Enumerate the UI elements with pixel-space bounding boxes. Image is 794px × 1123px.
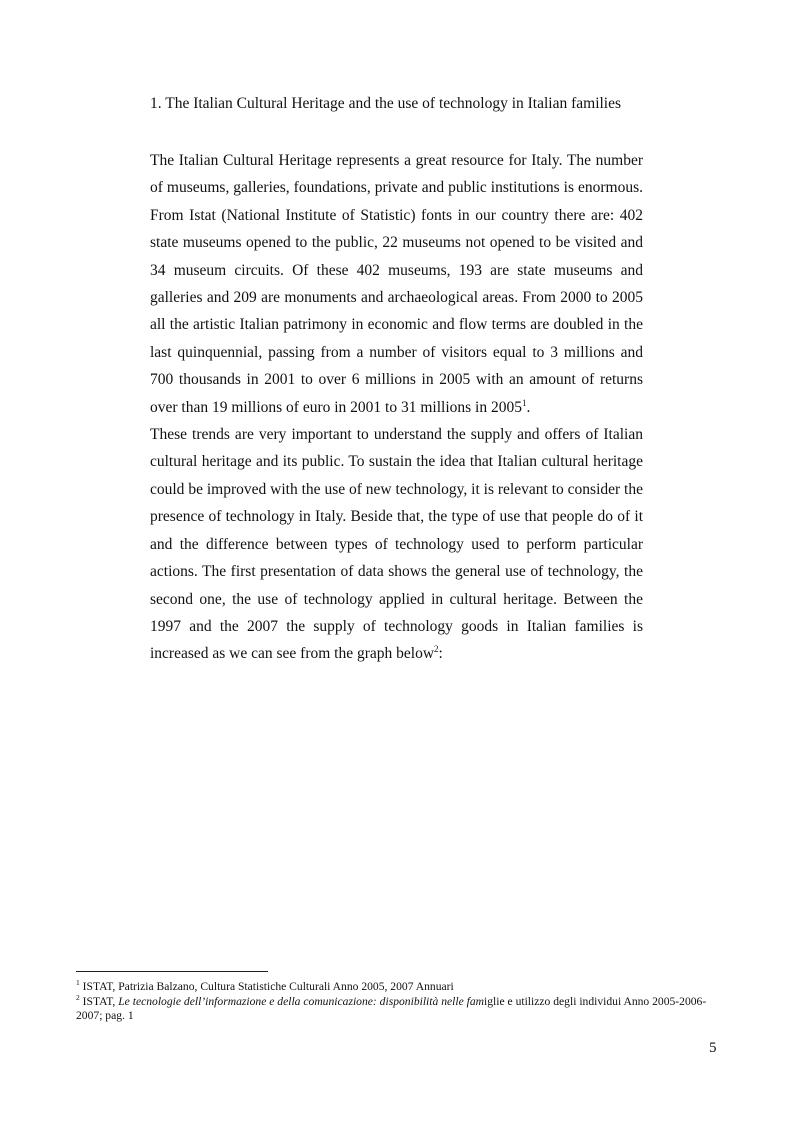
paragraph-1-end: . — [526, 398, 531, 416]
paragraph-2-end: : — [438, 645, 443, 663]
footnote-2-prefix: ISTAT, — [82, 994, 119, 1008]
paragraph-1-text: The Italian Cultural Heritage represents a great resource for Italy. The number of museums, galleries, foundations, private and public institutions is enormous. From Istat (National Institute of Statistic) fonts in our country there are: 402 state museums opened to the public, 22 museums not opened to be visited and 34 museum circuits. Of these 402 museums, 193 are state museums and galleries and 209 are monuments and archaeological areas. From 2000 to 2005 all the artistic Italian patrimony in economic and flow terms are doubled in the last quinquennial, passing from a number of visitors equal to 3 millions and 700 thousands in 2001 to over 6 millions in 2005 with an amount of returns over than 19 millions of euro in 2001 to 31 millions in 2005 — [150, 152, 643, 416]
footnote-divider — [76, 971, 268, 972]
footnote-2-title: Le tecnologie dell’informazione e della comunicazione: disponibilità nelle fam — [118, 994, 485, 1008]
footnote-ref-1: 1 — [521, 397, 527, 408]
footnote-1-number: 1 — [76, 978, 80, 988]
footnote-2-number: 2 — [76, 992, 80, 1002]
footnote-1-text: ISTAT, Patrizia Balzano, Cultura Statistiche Culturali Anno 2005, 2007 Annuari — [82, 980, 454, 993]
footnote-1 — [76, 980, 716, 995]
footnote-2-rest: iglie e utilizzo degli individui Anno 2005-2006-2007; pag. 1 — [76, 994, 707, 1022]
body-text — [150, 147, 643, 668]
footnote-ref-2: 2 — [434, 644, 439, 655]
footnotes — [76, 980, 716, 1024]
paragraph-1 — [150, 147, 643, 421]
section-heading: 1. The Italian Cultural Heritage and the use of technology in Italian families — [150, 95, 622, 112]
paragraph-2 — [150, 421, 643, 668]
page-number: 5 — [709, 1040, 717, 1056]
footnote-2 — [76, 992, 716, 1024]
paragraph-2-text: These trends are very important to understand the supply and offers of Italian cultural heritage and its public. To sustain the idea that Italian cultural heritage could be improved with the use of new technology, it is relevant to consider the presence of technology in Italy. Beside that, the type of use that people do of it and the difference between types of technology used to perform particular actions. The first presentation of data shows the general use of technology, the second one, the use of technology applied in cultural heritage. Between the 1997 and the 2007 the supply of technology goods in Italian families is increased as we can see from the graph below — [150, 426, 643, 663]
